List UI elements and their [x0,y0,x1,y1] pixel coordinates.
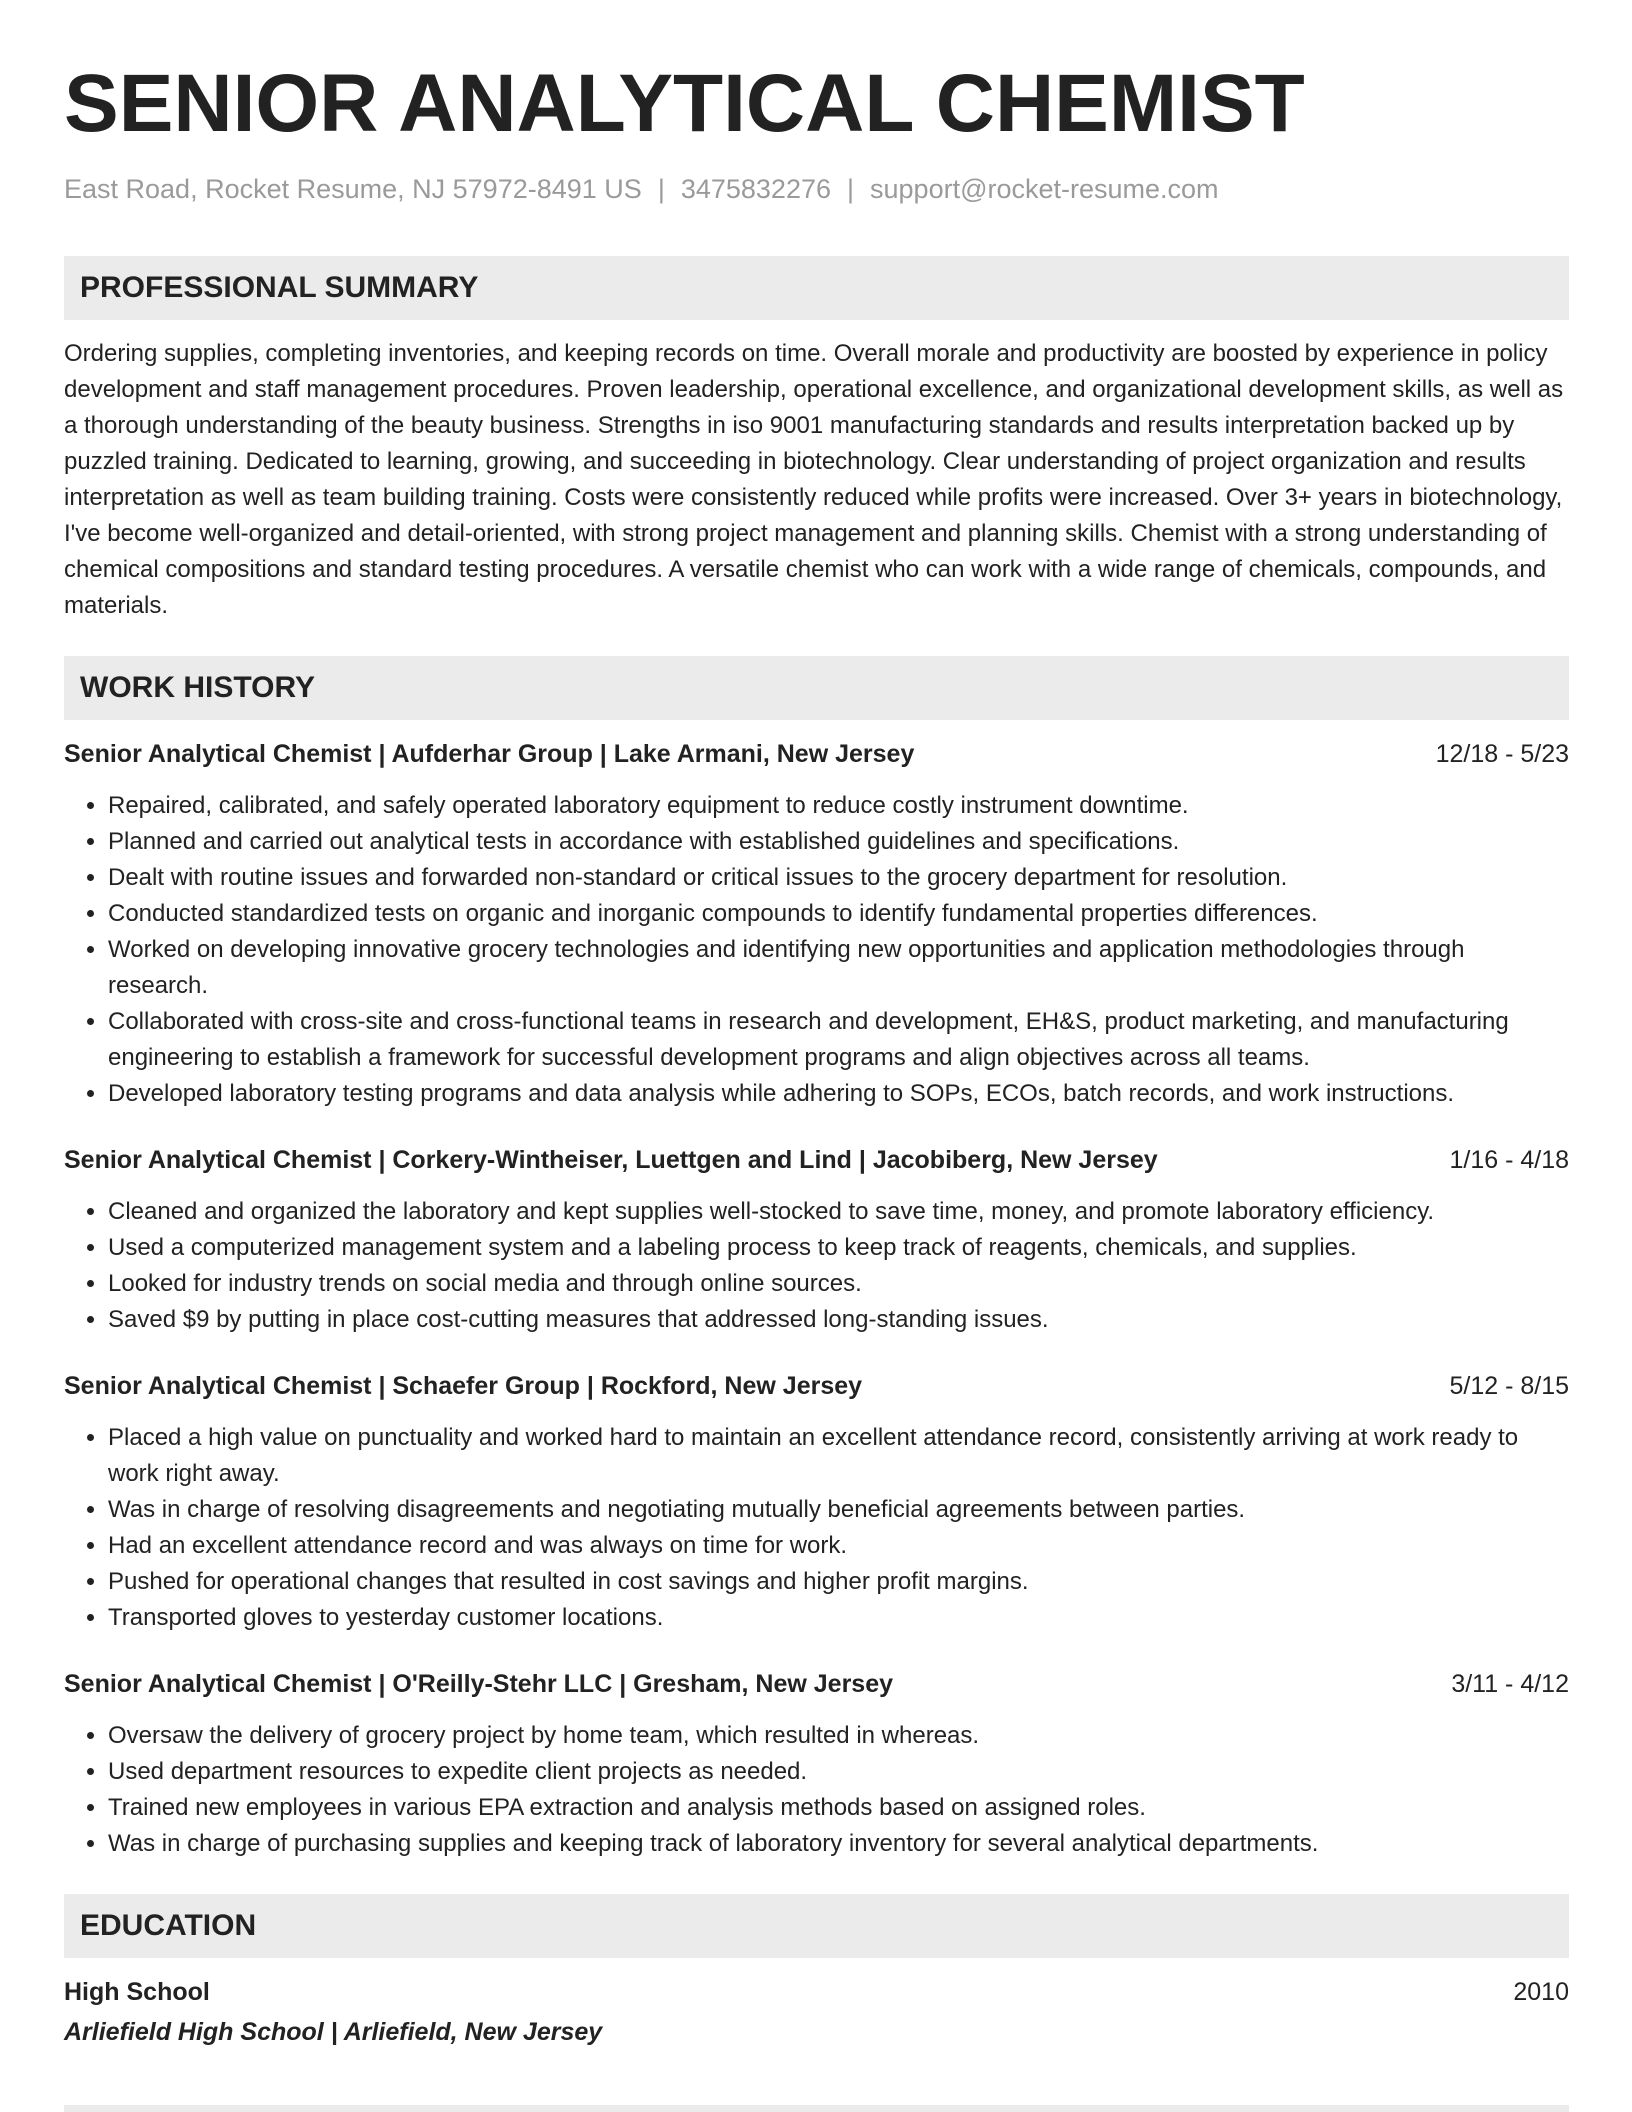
job-header [64,1666,1569,1702]
job-header [64,1142,1569,1178]
job-bullet: • Conducted standardized tests on organic and inorganic compounds to identify fundamental properties differences. [108,896,1569,932]
job-bullets [64,1420,1569,1636]
job-bullet: • Looked for industry trends on social media and through online sources. [108,1266,1569,1302]
job-dates: 1/16 - 4/18 [1449,1146,1569,1174]
job-bullet: • Worked on developing innovative grocery technologies and identifying new opportunities and application methodologies through research. [108,932,1569,1004]
contact-separator: | [847,174,855,204]
education-entry [64,1974,1569,2050]
contact-separator: | [657,174,665,204]
job-bullet: • Oversaw the delivery of grocery project by home team, which resulted in whereas. [108,1718,1569,1754]
education-year: 2010 [1513,1978,1569,2006]
next-section-header-bar [64,2105,1569,2112]
job-dates: 12/18 - 5/23 [1435,740,1569,768]
contact-line [64,172,1569,206]
job-bullet: • Was in charge of purchasing supplies and keeping track of laboratory inventory for several analytical departments. [108,1826,1569,1862]
job-bullets [64,1194,1569,1338]
job-bullet: • Cleaned and organized the laboratory and kept supplies well-stocked to save time, money, and promote laboratory efficiency. [108,1194,1569,1230]
job-bullet: • Saved $9 by putting in place cost-cutting measures that addressed long-standing issues. [108,1302,1569,1338]
job-bullet: • Repaired, calibrated, and safely operated laboratory equipment to reduce costly instrument downtime. [108,788,1569,824]
contact-address: East Road, Rocket Resume, NJ 57972-8491 US [64,174,642,204]
job-entry [64,1142,1569,1338]
summary-text: Ordering supplies, completing inventories, and keeping records on time. Overall morale and productivity are boosted by experience in policy development and staff management procedures. Proven leadership, operational excellence, and organizational development skills, as well as a thorough understanding of the beauty business. Strengths in iso 9001 manufacturing standards and results interpretation backed up by puzzled training. Dedicated to learning, growing, and succeeding in biotechnology. Clear understanding of project organization and results interpretation as well as team building training. Costs were consistently reduced while profits were increased. Over 3+ years in biotechnology, I've become well-organized and detail-oriented, with strong project management and planning skills. Chemist with a strong understanding of chemical compositions and standard testing procedures. A versatile chemist who can work with a wide range of chemicals, compounds, and materials. [64,340,1564,619]
job-bullet: • Was in charge of resolving disagreements and negotiating mutually beneficial agreements between parties. [108,1492,1569,1528]
job-bullet: • Collaborated with cross-site and cross-functional teams in research and development, EH&S, product marketing, and manufacturing engineering to establish a framework for successful development programs and align objectives across all teams. [108,1004,1569,1076]
job-entry [64,1666,1569,1862]
job-header [64,1368,1569,1404]
job-bullets [64,1718,1569,1862]
job-bullet: • Used a computerized management system and a labeling process to keep track of reagents, chemicals, and supplies. [108,1230,1569,1266]
job-bullet: • Dealt with routine issues and forwarded non-standard or critical issues to the grocery department for resolution. [108,860,1569,896]
education-degree: High School [64,1978,210,2006]
job-dates: 3/11 - 4/12 [1451,1670,1569,1698]
contact-email: support@rocket-resume.com [870,174,1219,204]
section-header-work-history: WORK HISTORY [64,656,1569,720]
job-dates: 5/12 - 8/15 [1449,1372,1569,1400]
job-title: Senior Analytical Chemist | Aufderhar Group | Lake Armani, New Jersey [64,740,915,768]
job-entry [64,1368,1569,1636]
contact-phone: 3475832276 [680,174,831,204]
job-bullet: • Placed a high value on punctuality and worked hard to maintain an excellent attendance record, consistently arriving at work ready to work right away. [108,1420,1569,1492]
section-header-education: EDUCATION [64,1894,1569,1958]
job-header [64,736,1569,772]
job-title: Senior Analytical Chemist | Schaefer Group | Rockford, New Jersey [64,1372,863,1400]
resume-title: SENIOR ANALYTICAL CHEMIST [64,58,1305,149]
education-header [64,1974,1569,2010]
education-school: Arliefield High School | Arliefield, New Jersey [64,2018,603,2046]
job-bullet: • Had an excellent attendance record and was always on time for work. [108,1528,1569,1564]
job-title: Senior Analytical Chemist | Corkery-Wintheiser, Luettgen and Lind | Jacobiberg, New Jersey [64,1146,1158,1174]
job-bullet: • Used department resources to expedite client projects as needed. [108,1754,1569,1790]
section-header-summary: PROFESSIONAL SUMMARY [64,256,1569,320]
job-bullet: • Planned and carried out analytical tests in accordance with established guidelines and specifications. [108,824,1569,860]
job-bullet: • Developed laboratory testing programs and data analysis while adhering to SOPs, ECOs, batch records, and work instructions. [108,1076,1569,1112]
job-title: Senior Analytical Chemist | O'Reilly-Stehr LLC | Gresham, New Jersey [64,1670,894,1698]
job-bullet: • Transported gloves to yesterday customer locations. [108,1600,1569,1636]
job-bullet: • Trained new employees in various EPA extraction and analysis methods based on assigned roles. [108,1790,1569,1826]
job-bullet: • Pushed for operational changes that resulted in cost savings and higher profit margins. [108,1564,1569,1600]
job-bullets [64,788,1569,1112]
job-entry [64,736,1569,1112]
